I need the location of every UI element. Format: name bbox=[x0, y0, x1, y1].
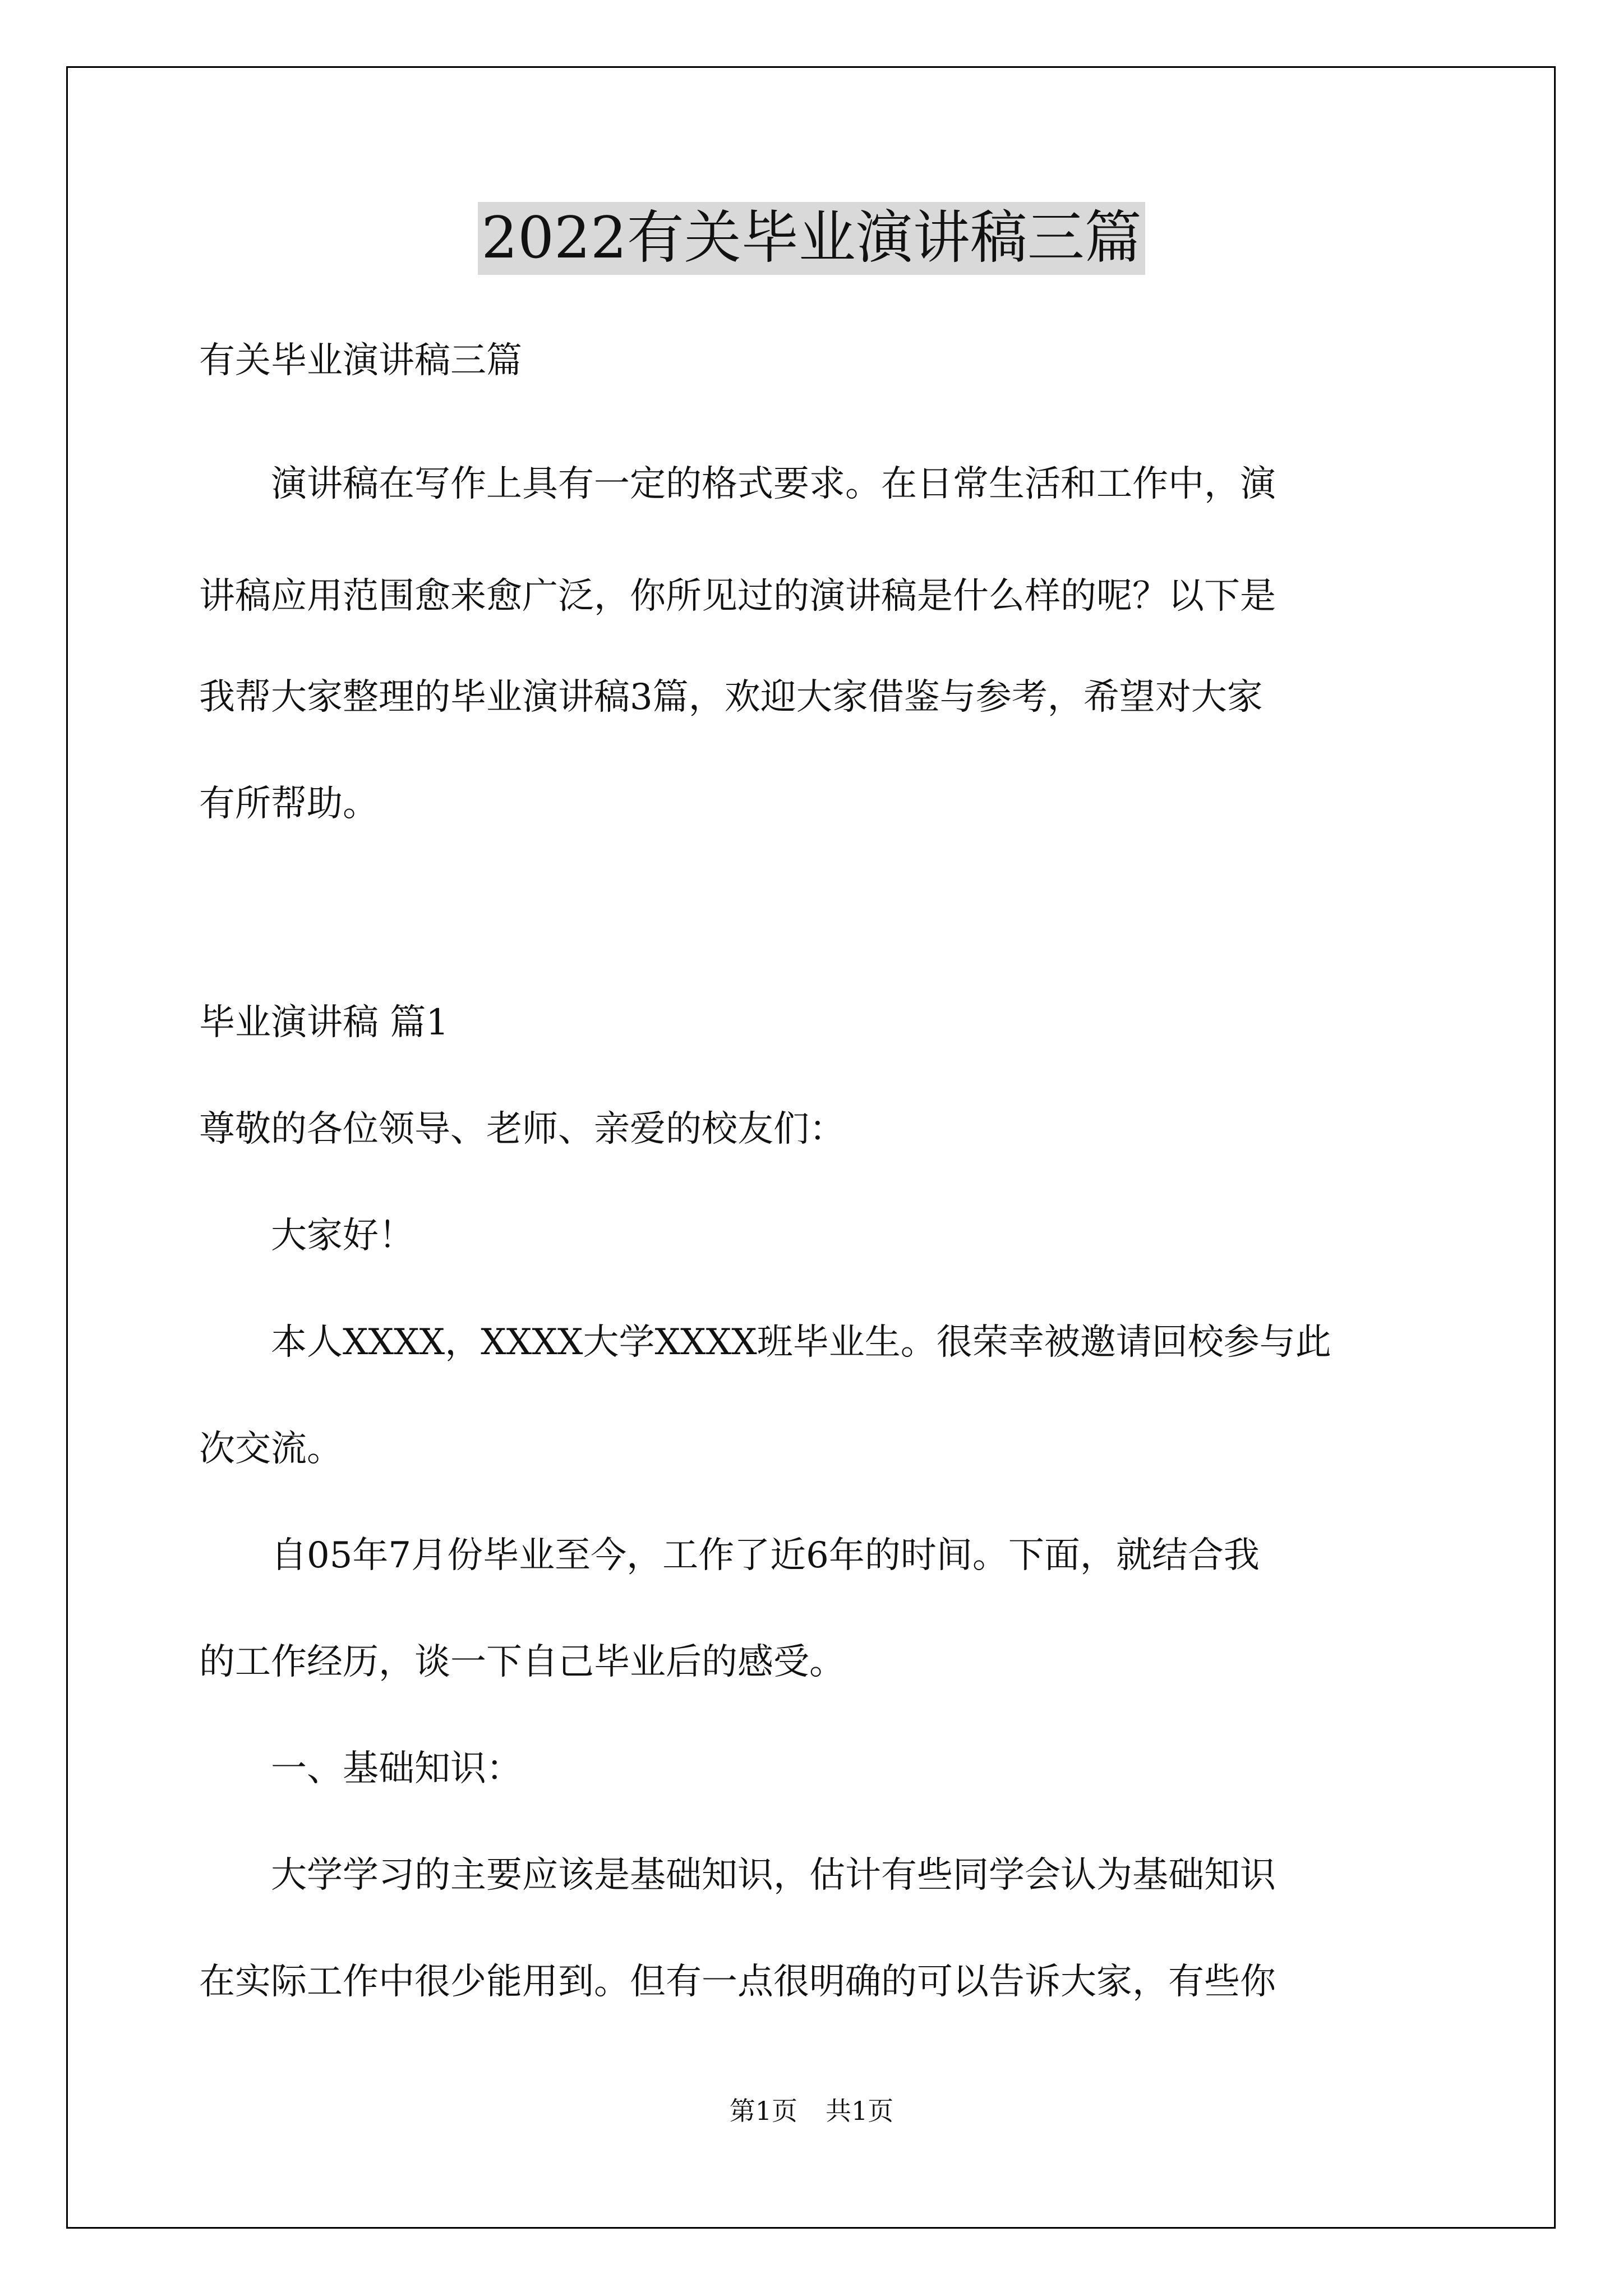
paragraph-line: 在实际工作中很少能用到。但有一点很明确的可以告诉大家，有些你 bbox=[199, 1961, 1276, 2003]
paragraph-line: 我帮大家整理的毕业演讲稿3篇，欢迎大家借鉴与参考，希望对大家 bbox=[199, 677, 1263, 718]
greeting-line: 大家好！ bbox=[199, 1215, 414, 1257]
paragraph-line: 大学学习的主要应该是基础知识，估计有些同学会认为基础知识 bbox=[199, 1855, 1276, 1896]
page-total: 共1页 bbox=[826, 2096, 894, 2126]
paragraph-line: 次交流。 bbox=[199, 1428, 343, 1470]
document-title-text: 2022有关毕业演讲稿三篇 bbox=[478, 202, 1145, 275]
paragraph-line: 本人XXXX，XXXX大学XXXX班毕业生。很荣幸被邀请回校参与此 bbox=[199, 1322, 1331, 1363]
section-heading: 毕业演讲稿 篇1 bbox=[199, 1002, 449, 1043]
page-footer bbox=[0, 2095, 1623, 2127]
subsection-heading: 一、基础知识： bbox=[199, 1748, 522, 1789]
page-number: 第1页 bbox=[729, 2096, 797, 2126]
paragraph-line: 有所帮助。 bbox=[199, 783, 379, 825]
document-title bbox=[0, 202, 1623, 275]
paragraph-line: 演讲稿在写作上具有一定的格式要求。在日常生活和工作中，演 bbox=[199, 463, 1276, 505]
subtitle-line: 有关毕业演讲稿三篇 bbox=[199, 340, 522, 381]
salutation-line: 尊敬的各位领导、老师、亲爱的校友们： bbox=[199, 1108, 845, 1150]
paragraph-line: 讲稿应用范围愈来愈广泛，你所见过的演讲稿是什么样的呢？以下是 bbox=[199, 576, 1276, 617]
paragraph-line: 自05年7月份毕业至今，工作了近6年的时间。下面，就结合我 bbox=[199, 1535, 1260, 1576]
paragraph-line: 的工作经历，谈一下自己毕业后的感受。 bbox=[199, 1641, 845, 1683]
